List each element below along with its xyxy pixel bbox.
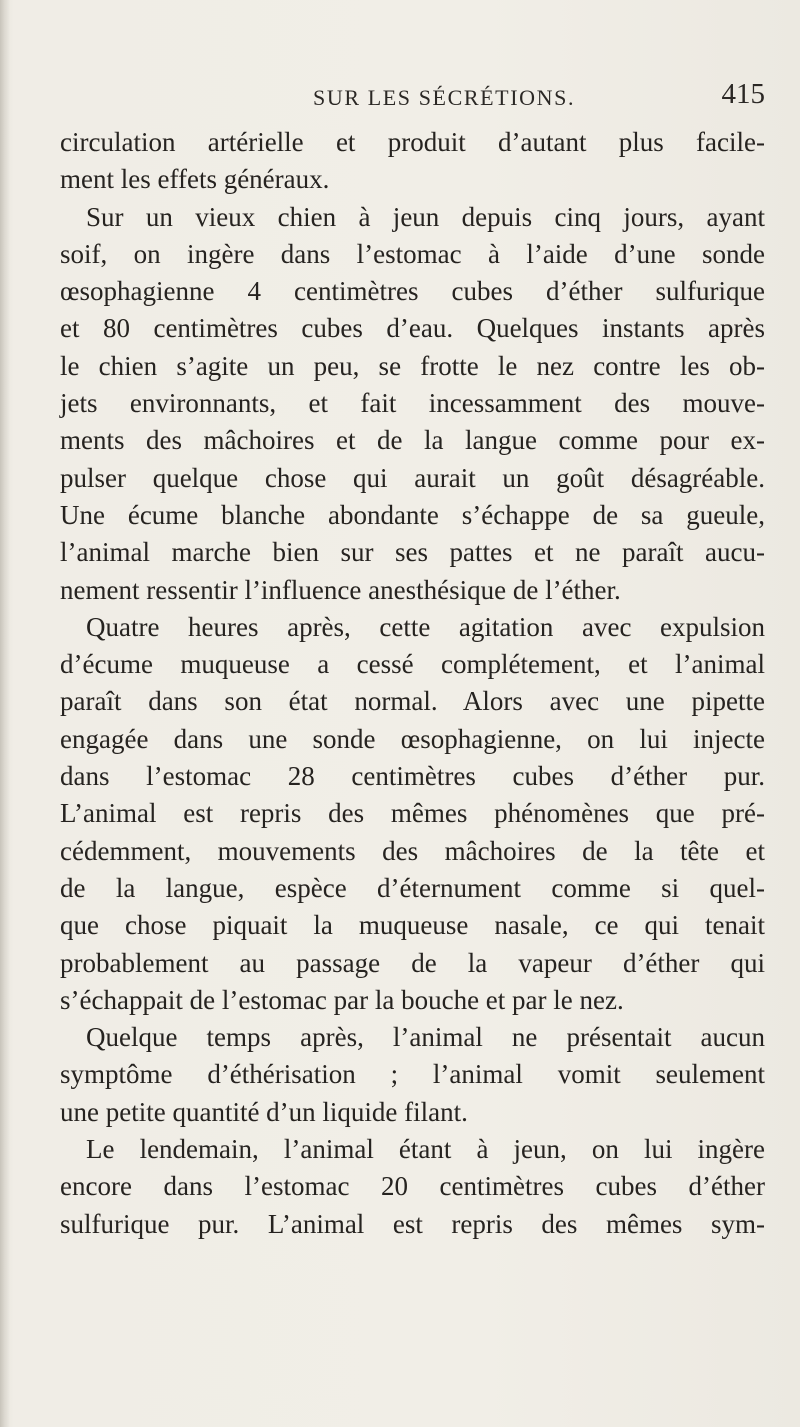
text-line: de la langue, espèce d’éternument comme si quel- xyxy=(60,872,765,903)
text-line: probablement au passage de la vapeur d’éther qui xyxy=(60,947,765,978)
text-line: s’échappait de l’estomac par la bouche et par le nez. xyxy=(60,984,624,1015)
text-line: d’écume muqueuse a cessé complétement, et l’animal xyxy=(60,649,765,680)
text-line: ments des mâchoires et de la langue comme pour ex- xyxy=(60,425,765,456)
text-line: engagée dans une sonde œsophagienne, on lui injecte xyxy=(60,723,765,754)
text-line: une petite quantité d’un liquide filant. xyxy=(60,1096,468,1127)
text-line: Le lendemain, l’animal étant à jeun, on lui ingère xyxy=(86,1134,765,1165)
text-line: encore dans l’estomac 20 centimètres cubes d’éther xyxy=(60,1171,765,1202)
text-line: que chose piquait la muqueuse nasale, ce qui tenait xyxy=(60,910,765,941)
text-line: nement ressentir l’influence anesthésique de l’éther. xyxy=(60,574,621,605)
page-header xyxy=(60,78,765,118)
text-line: ment les effets généraux. xyxy=(60,164,330,195)
text-line: et 80 centimètres cubes d’eau. Quelques instants après xyxy=(60,313,765,344)
text-line: symptôme d’éthérisation ; l’animal vomit seulement xyxy=(60,1059,765,1090)
text-line: Quelque temps après, l’animal ne présentait aucun xyxy=(86,1022,765,1053)
text-line: paraît dans son état normal. Alors avec une pipette xyxy=(60,686,765,717)
text-line: Une écume blanche abondante s’échappe de sa gueule, xyxy=(60,499,765,530)
text-line: circulation artérielle et produit d’autant plus facile- xyxy=(60,127,765,157)
running-head: SUR LES SÉCRÉTIONS. xyxy=(313,85,576,110)
text-line: dans l’estomac 28 centimètres cubes d’éther pur. xyxy=(60,761,765,792)
text-line: L’animal est repris des mêmes phénomènes que pré- xyxy=(60,798,765,829)
text-line: le chien s’agite un peu, se frotte le nez contre les ob- xyxy=(60,350,765,381)
page-number: 415 xyxy=(721,78,765,110)
text-line: Sur un vieux chien à jeun depuis cinq jours, ayant xyxy=(86,201,765,232)
text-line: jets environnants, et fait incessamment des mouve- xyxy=(60,388,765,419)
text-line: l’animal marche bien sur ses pattes et ne paraît aucu- xyxy=(60,537,765,568)
body-text xyxy=(60,124,765,1243)
text-line: cédemment, mouvements des mâchoires de la tête et xyxy=(60,835,765,866)
text-line: pulser quelque chose qui aurait un goût désagréable. xyxy=(60,462,765,493)
text-line: soif, on ingère dans l’estomac à l’aide d’une sonde xyxy=(60,238,765,269)
text-line: Quatre heures après, cette agitation avec expulsion xyxy=(86,611,765,642)
binding-gutter-shadow xyxy=(0,0,10,1427)
text-line: œsophagienne 4 centimètres cubes d’éther sulfurique xyxy=(60,276,765,307)
text-line: sulfurique pur. L’animal est repris des mêmes sym- xyxy=(60,1208,765,1239)
